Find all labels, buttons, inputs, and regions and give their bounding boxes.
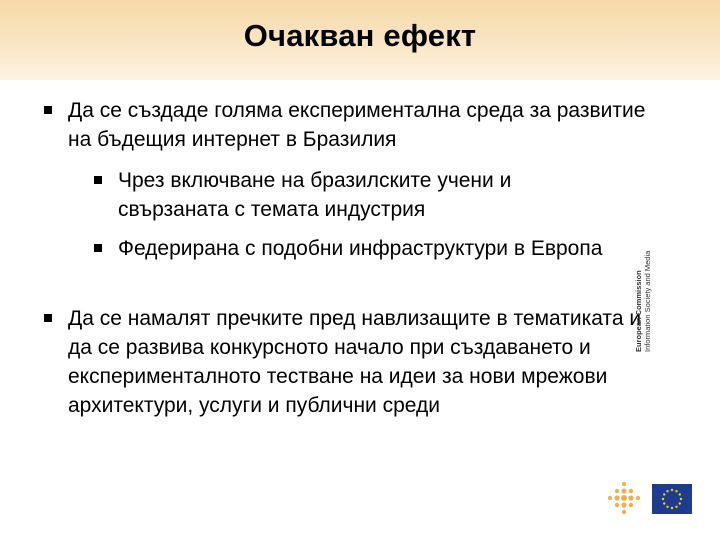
bullet-item-3 xyxy=(118,234,618,263)
dot-grid-logo-icon xyxy=(604,480,644,520)
square-bullet-icon xyxy=(94,244,102,252)
square-bullet-icon xyxy=(44,106,52,114)
bullet-text: Да се намалят пречките пред навлизащите в тематиката и да се развива конкурсното начало при създаването и експерименталното тестване на идеи за нови мрежови архитектури, услуги и публични среди xyxy=(68,307,642,417)
ec-org-line1: European Commission xyxy=(634,270,643,352)
slide-title: Очакван ефект xyxy=(243,18,477,53)
eu-flag-icon xyxy=(652,484,692,514)
bullet-text: Да се създаде голяма експериментална среда за развитие на бъдещия интернет в Бразилия xyxy=(68,99,646,151)
bullet-text: Федерирана с подобни инфраструктури в Европа xyxy=(118,237,603,260)
bullet-item-4 xyxy=(68,304,658,420)
bullet-text: Чрез включване на бразилските учени и свързаната с темата индустрия xyxy=(118,169,512,221)
square-bullet-icon xyxy=(44,314,52,322)
bullet-item-1 xyxy=(68,96,658,154)
square-bullet-icon xyxy=(94,176,102,184)
ec-branding-text xyxy=(634,222,670,352)
ec-org-line2: Information Society and Media xyxy=(643,250,652,352)
bullet-item-2 xyxy=(118,166,618,224)
